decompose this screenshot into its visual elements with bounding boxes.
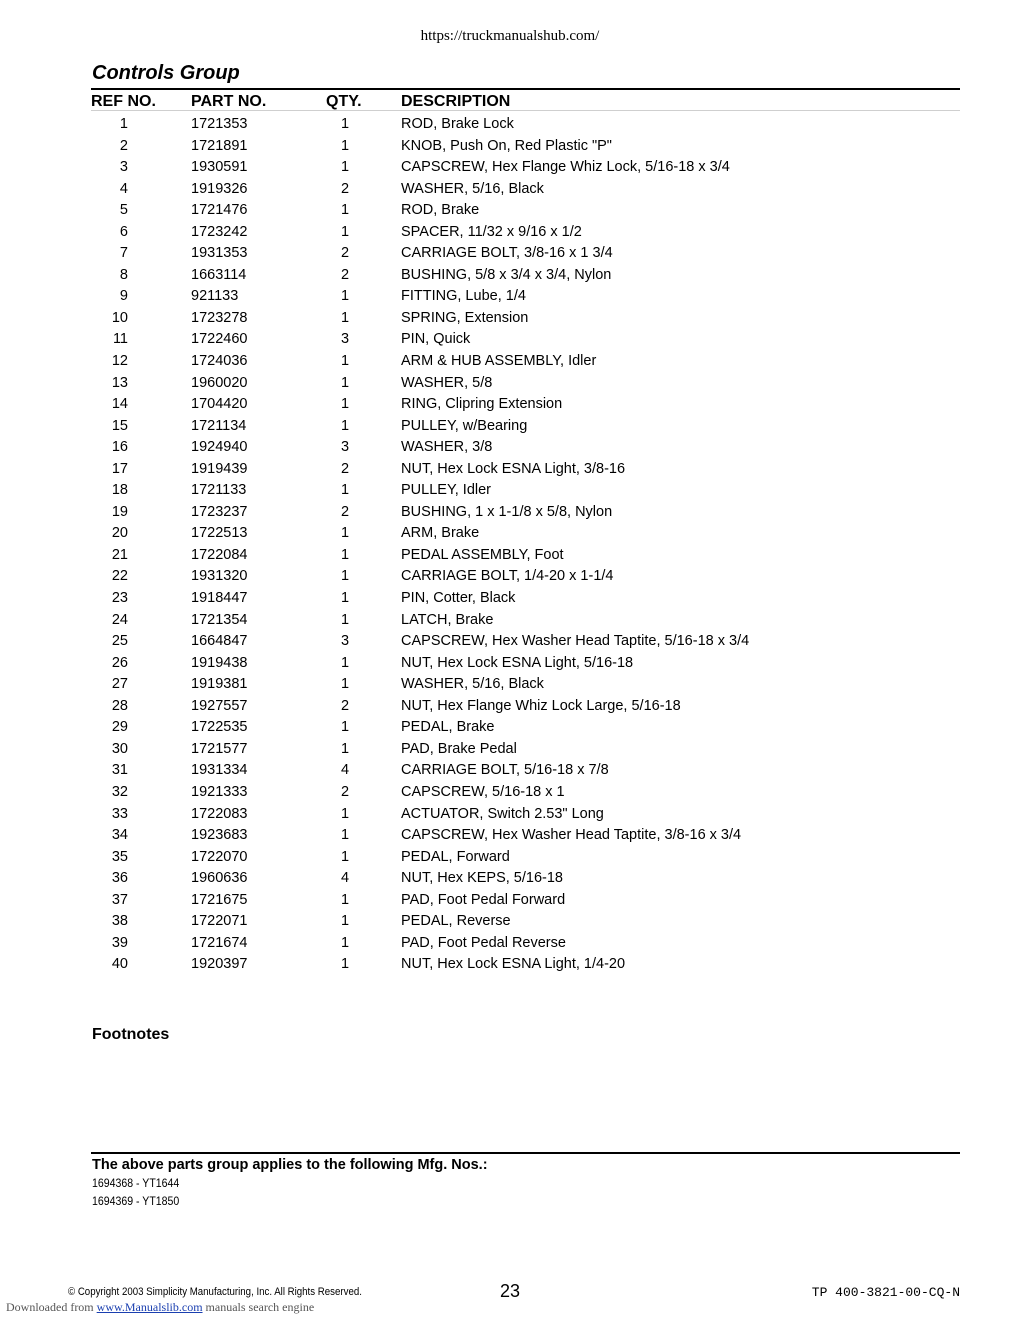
description-cell: PULLEY, Idler — [401, 482, 492, 499]
qty-cell: 1 — [340, 590, 350, 607]
part-no-cell: 1724036 — [191, 353, 248, 370]
table-row — [0, 437, 1020, 459]
part-no-cell: 1721353 — [191, 116, 248, 132]
ref-no-cell: 29 — [111, 719, 128, 736]
table-row — [0, 265, 1020, 287]
table-row — [0, 373, 1020, 395]
table-row — [0, 351, 1020, 373]
qty-cell: 1 — [340, 396, 350, 413]
qty-cell: 2 — [340, 245, 350, 262]
qty-cell: 1 — [340, 654, 350, 671]
page-number: 23 — [499, 1281, 521, 1301]
part-no-cell: 1920397 — [191, 956, 248, 973]
ref-no-cell: 8 — [119, 266, 128, 283]
qty-cell: 1 — [340, 827, 350, 844]
table-row — [0, 674, 1020, 696]
qty-cell: 1 — [340, 891, 350, 908]
qty-cell: 1 — [340, 116, 350, 132]
ref-no-cell: 9 — [119, 288, 128, 305]
part-no-cell: 1722071 — [191, 913, 248, 930]
qty-cell: 3 — [340, 439, 350, 456]
part-no-cell: 1722513 — [191, 525, 248, 542]
qty-cell: 1 — [340, 848, 350, 865]
part-no-cell: 1919326 — [191, 180, 248, 197]
part-no-cell: 1931353 — [191, 245, 248, 262]
part-no-cell: 1918447 — [191, 590, 248, 607]
description-cell: NUT, Hex Flange Whiz Lock Large, 5/16-18 — [401, 697, 681, 714]
ref-no-cell: 22 — [111, 568, 128, 585]
description-cell: WASHER, 5/8 — [401, 374, 493, 391]
title-rule — [91, 88, 960, 90]
col-header-qty: QTY. — [326, 93, 362, 110]
qty-cell: 1 — [340, 137, 350, 154]
description-cell: ARM & HUB ASSEMBLY, Idler — [401, 353, 597, 370]
ref-no-cell: 21 — [111, 546, 128, 563]
table-row — [0, 545, 1020, 567]
description-cell: PAD, Foot Pedal Reverse — [401, 934, 566, 951]
ref-no-cell: 28 — [111, 697, 128, 714]
qty-cell: 1 — [340, 482, 350, 499]
part-no-cell: 1704420 — [191, 396, 248, 413]
part-no-cell: 1721134 — [191, 417, 247, 434]
ref-no-cell: 18 — [111, 482, 128, 499]
table-row — [0, 286, 1020, 308]
table-row — [0, 653, 1020, 675]
header-rule — [91, 110, 960, 111]
qty-cell: 1 — [340, 417, 350, 434]
description-cell: PEDAL, Brake — [401, 719, 495, 736]
qty-cell: 1 — [340, 374, 350, 391]
table-row — [0, 954, 1020, 976]
part-no-cell: 1931320 — [191, 568, 248, 585]
ref-no-cell: 26 — [111, 654, 128, 671]
description-cell: ACTUATOR, Switch 2.53" Long — [401, 805, 604, 822]
col-header-ref: REF NO. — [91, 93, 156, 110]
qty-cell: 4 — [340, 870, 350, 887]
qty-cell: 2 — [340, 697, 350, 714]
ref-no-cell: 37 — [111, 891, 128, 908]
ref-no-cell: 39 — [111, 934, 128, 951]
part-no-cell: 1722460 — [191, 331, 248, 348]
ref-no-cell: 38 — [111, 913, 128, 930]
ref-no-cell: 31 — [111, 762, 128, 779]
table-row — [0, 222, 1020, 244]
part-no-cell: 921133 — [191, 288, 239, 305]
ref-no-cell: 25 — [111, 633, 128, 650]
ref-no-cell: 12 — [111, 353, 128, 370]
part-no-cell: 1721354 — [191, 611, 248, 628]
description-cell: SPACER, 11/32 x 9/16 x 1/2 — [401, 223, 582, 240]
table-row — [0, 157, 1020, 179]
col-header-desc: DESCRIPTION — [401, 93, 511, 110]
table-row — [0, 610, 1020, 632]
qty-cell: 1 — [340, 288, 350, 305]
col-header-part: PART NO. — [191, 93, 267, 110]
qty-cell: 1 — [340, 676, 350, 693]
table-row — [0, 911, 1020, 933]
description-cell: NUT, Hex Lock ESNA Light, 5/16-18 — [401, 654, 634, 671]
table-row — [0, 696, 1020, 718]
table-row — [0, 136, 1020, 158]
description-cell: CAPSCREW, Hex Flange Whiz Lock, 5/16-18 x 3/4 — [401, 159, 730, 176]
qty-cell: 1 — [340, 353, 350, 370]
description-cell: ROD, Brake Lock — [401, 116, 514, 132]
qty-cell: 1 — [340, 956, 350, 973]
table-row — [0, 459, 1020, 481]
table-row — [0, 200, 1020, 222]
part-no-cell: 1722084 — [191, 546, 248, 563]
table-row — [0, 739, 1020, 761]
qty-cell: 1 — [340, 546, 350, 563]
ref-no-cell: 27 — [111, 676, 128, 693]
description-cell: NUT, Hex KEPS, 5/16-18 — [401, 870, 563, 887]
ref-no-cell: 19 — [111, 503, 128, 520]
qty-cell: 2 — [340, 266, 350, 283]
download-suffix: manuals search engine — [205, 1300, 315, 1314]
ref-no-cell: 30 — [111, 740, 128, 757]
table-row — [0, 502, 1020, 524]
qty-cell: 2 — [340, 180, 350, 197]
table-row — [0, 329, 1020, 351]
footnotes-heading: Footnotes — [92, 1026, 170, 1043]
qty-cell: 1 — [340, 805, 350, 822]
table-row — [0, 480, 1020, 502]
qty-cell: 1 — [340, 309, 350, 326]
ref-no-cell: 10 — [111, 309, 128, 326]
description-cell: RING, Clipring Extension — [401, 396, 563, 413]
part-no-cell: 1723278 — [191, 309, 248, 326]
part-no-cell: 1663114 — [191, 266, 247, 283]
ref-no-cell: 20 — [111, 525, 128, 542]
part-no-cell: 1721891 — [191, 137, 248, 154]
ref-no-cell: 13 — [111, 374, 128, 391]
qty-cell: 1 — [340, 159, 350, 176]
part-no-cell: 1931334 — [191, 762, 248, 779]
qty-cell: 1 — [340, 740, 350, 757]
part-no-cell: 1919439 — [191, 460, 248, 477]
table-row — [0, 782, 1020, 804]
table-row — [0, 847, 1020, 869]
table-row — [0, 416, 1020, 438]
download-note — [6, 1300, 314, 1315]
part-no-cell: 1923683 — [191, 827, 248, 844]
part-no-cell: 1723242 — [191, 223, 248, 240]
qty-cell: 1 — [340, 223, 350, 240]
part-no-cell: 1721577 — [191, 740, 248, 757]
part-no-cell: 1722535 — [191, 719, 248, 736]
manualslib-link[interactable]: www.Manualslib.com — [96, 1300, 203, 1314]
part-no-cell: 1927557 — [191, 697, 248, 714]
table-row — [0, 760, 1020, 782]
mfg-number: 1694368 - YT1644 — [92, 1176, 180, 1190]
qty-cell: 4 — [340, 762, 350, 779]
ref-no-cell: 34 — [111, 827, 128, 844]
description-cell: CAPSCREW, 5/16-18 x 1 — [401, 783, 565, 800]
part-no-cell: 1924940 — [191, 439, 248, 456]
table-row — [0, 243, 1020, 265]
ref-no-cell: 1 — [119, 116, 128, 132]
ref-no-cell: 2 — [119, 137, 128, 154]
description-cell: PEDAL, Reverse — [401, 913, 511, 930]
description-cell: LATCH, Brake — [401, 611, 494, 628]
description-cell: WASHER, 5/16, Black — [401, 180, 544, 197]
ref-no-cell: 35 — [111, 848, 128, 865]
ref-no-cell: 7 — [119, 245, 128, 262]
page-title: Controls Group — [92, 62, 240, 84]
table-row — [0, 825, 1020, 847]
parts-table — [0, 114, 1020, 976]
table-row — [0, 588, 1020, 610]
part-no-cell: 1664847 — [191, 633, 248, 650]
description-cell: CAPSCREW, Hex Washer Head Taptite, 5/16-18 x 3/4 — [401, 633, 750, 650]
qty-cell: 2 — [340, 503, 350, 520]
part-no-cell: 1722083 — [191, 805, 248, 822]
table-row — [0, 804, 1020, 826]
part-no-cell: 1721675 — [191, 891, 248, 908]
description-cell: FITTING, Lube, 1/4 — [401, 288, 526, 305]
description-cell: WASHER, 5/16, Black — [401, 676, 544, 693]
qty-cell: 2 — [340, 460, 350, 477]
qty-cell: 1 — [340, 934, 350, 951]
description-cell: PIN, Cotter, Black — [401, 590, 516, 607]
part-no-cell: 1721674 — [191, 934, 248, 951]
part-no-cell: 1721133 — [191, 482, 247, 499]
ref-no-cell: 32 — [111, 783, 128, 800]
ref-no-cell: 4 — [119, 180, 128, 197]
description-cell: CARRIAGE BOLT, 1/4-20 x 1-1/4 — [401, 568, 614, 585]
applies-rule — [91, 1152, 960, 1154]
description-cell: NUT, Hex Lock ESNA Light, 3/8-16 — [401, 460, 626, 477]
part-no-cell: 1721476 — [191, 202, 248, 219]
table-row — [0, 308, 1020, 330]
qty-cell: 1 — [340, 719, 350, 736]
description-cell: CAPSCREW, Hex Washer Head Taptite, 3/8-16 x 3/4 — [401, 827, 742, 844]
description-cell: ARM, Brake — [401, 525, 480, 542]
ref-no-cell: 24 — [111, 611, 128, 628]
description-cell: BUSHING, 5/8 x 3/4 x 3/4, Nylon — [401, 266, 612, 283]
table-row — [0, 631, 1020, 653]
ref-no-cell: 5 — [119, 202, 128, 219]
ref-no-cell: 33 — [111, 805, 128, 822]
part-no-cell: 1919381 — [191, 676, 248, 693]
table-row — [0, 890, 1020, 912]
table-row — [0, 114, 1020, 136]
ref-no-cell: 11 — [112, 331, 128, 348]
ref-no-cell: 14 — [111, 396, 128, 413]
description-cell: NUT, Hex Lock ESNA Light, 1/4-20 — [401, 956, 626, 973]
qty-cell: 1 — [340, 913, 350, 930]
description-cell: ROD, Brake — [401, 202, 480, 219]
description-cell: PAD, Brake Pedal — [401, 740, 517, 757]
description-cell: PIN, Quick — [401, 331, 471, 348]
description-cell: PULLEY, w/Bearing — [401, 417, 528, 434]
part-no-cell: 1723237 — [191, 503, 248, 520]
table-row — [0, 717, 1020, 739]
qty-cell: 1 — [340, 525, 350, 542]
ref-no-cell: 6 — [119, 223, 128, 240]
mfg-number: 1694369 - YT1850 — [92, 1194, 180, 1208]
qty-cell: 3 — [340, 331, 350, 348]
ref-no-cell: 23 — [111, 590, 128, 607]
ref-no-cell: 3 — [119, 159, 128, 176]
part-no-cell: 1960636 — [191, 870, 248, 887]
table-row — [0, 868, 1020, 890]
table-row — [0, 179, 1020, 201]
description-cell: WASHER, 3/8 — [401, 439, 493, 456]
part-no-cell: 1930591 — [191, 159, 248, 176]
source-url: https://truckmanualshub.com/ — [420, 28, 600, 44]
description-cell: CARRIAGE BOLT, 3/8-16 x 1 3/4 — [401, 245, 613, 262]
description-cell: PAD, Foot Pedal Forward — [401, 891, 566, 908]
part-no-cell: 1919438 — [191, 654, 248, 671]
ref-no-cell: 40 — [111, 956, 128, 973]
description-cell: SPRING, Extension — [401, 309, 529, 326]
table-row — [0, 933, 1020, 955]
ref-no-cell: 36 — [111, 870, 128, 887]
part-no-cell: 1921333 — [191, 783, 248, 800]
description-cell: CARRIAGE BOLT, 5/16-18 x 7/8 — [401, 762, 609, 779]
applies-heading: The above parts group applies to the following Mfg. Nos.: — [92, 1157, 488, 1173]
part-no-cell: 1722070 — [191, 848, 248, 865]
download-prefix: Downloaded from — [6, 1300, 94, 1314]
table-row — [0, 394, 1020, 416]
ref-no-cell: 16 — [111, 439, 128, 456]
qty-cell: 1 — [340, 568, 350, 585]
description-cell: BUSHING, 1 x 1-1/8 x 5/8, Nylon — [401, 503, 613, 520]
qty-cell: 1 — [340, 611, 350, 628]
description-cell: PEDAL ASSEMBLY, Foot — [401, 546, 564, 563]
copyright-notice: © Copyright 2003 Simplicity Manufacturing, Inc. All Rights Reserved. — [68, 1286, 362, 1298]
document-id: TP 400-3821-00-CQ-N — [811, 1285, 960, 1300]
table-row — [0, 566, 1020, 588]
ref-no-cell: 15 — [111, 417, 128, 434]
qty-cell: 2 — [340, 783, 350, 800]
table-row — [0, 523, 1020, 545]
qty-cell: 3 — [340, 633, 350, 650]
part-no-cell: 1960020 — [191, 374, 248, 391]
ref-no-cell: 17 — [111, 460, 128, 477]
qty-cell: 1 — [340, 202, 350, 219]
description-cell: PEDAL, Forward — [401, 848, 510, 865]
description-cell: KNOB, Push On, Red Plastic "P" — [401, 137, 612, 154]
